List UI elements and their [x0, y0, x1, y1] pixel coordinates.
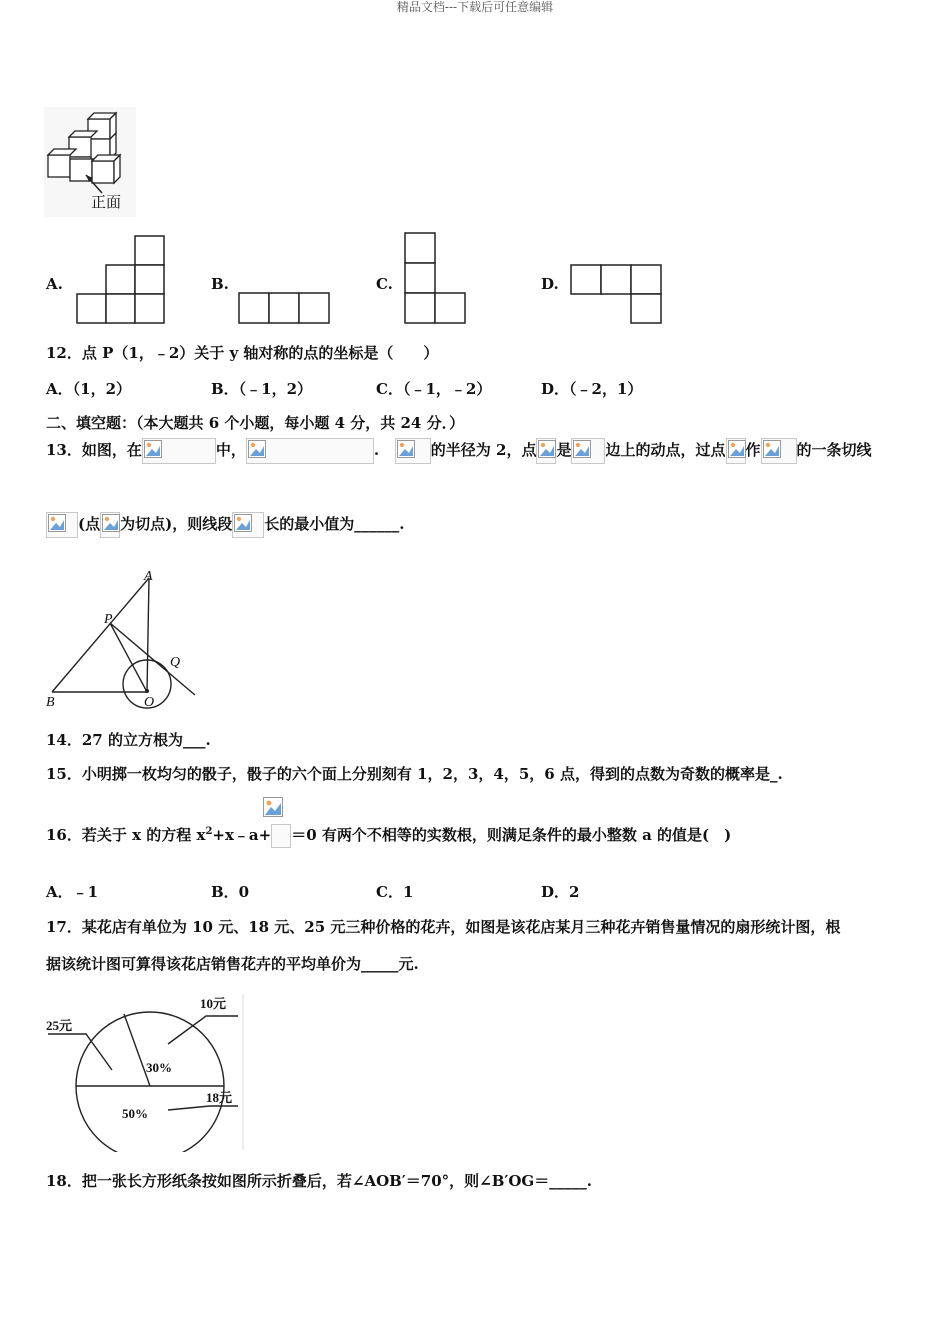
- q16-superscript: 2: [205, 826, 213, 837]
- q18-stem: 18．把一张长方形纸条按如图所示折叠后，若∠AOB′＝70°，则∠B′OG＝_____.: [46, 1172, 592, 1190]
- broken-image-icon: [726, 438, 746, 464]
- q13-text-7: 作: [745, 441, 761, 459]
- section-title: 二、填空题：（本大题共 6 个小题，每小题 4 分，共 24 分．）: [46, 414, 465, 432]
- broken-image-icon: [100, 512, 120, 538]
- broken-image-icon: [395, 438, 431, 464]
- q16-option-c: C．1: [376, 883, 414, 901]
- broken-image-box: [271, 824, 291, 848]
- q11-option-a-label: A.: [46, 275, 63, 293]
- q13-text-8: 的一条切线: [796, 441, 872, 459]
- q16-option-d: D．2: [541, 883, 580, 901]
- q13-text-4: 的半径为 2，点: [430, 441, 537, 459]
- fig-label-b: B: [46, 695, 55, 710]
- q17-line2: 据该统计图可算得该花店销售花卉的平均单价为_____元.: [46, 955, 419, 973]
- q13-text-10: 为切点)，则线段: [120, 515, 233, 533]
- q12-option-b: B．（﹣1，2）: [211, 380, 313, 398]
- q12-stem: 12．点 P（1，﹣2）关于 y 轴对称的点的坐标是（ ）: [46, 344, 439, 362]
- q13-text-5: 是: [556, 441, 572, 459]
- q13-triangle-figure: [40, 568, 210, 714]
- pie-pct-30: 30%: [146, 1060, 172, 1075]
- q13-line1: [46, 438, 872, 464]
- fig-label-a: A: [144, 569, 153, 584]
- q11-option-b-label: B.: [211, 275, 229, 293]
- q13-text-1: 13．如图，在: [46, 441, 142, 459]
- q14-stem: 14．27 的立方根为___.: [46, 731, 211, 749]
- q11-option-b-figure: [237, 291, 331, 329]
- q12-option-d: D．（﹣2，1）: [541, 380, 643, 398]
- q17-line1: 17．某花店有单位为 10 元、18 元、25 元三种价格的花卉，如图是该花店某月三种花卉销售量情况的扇形统计图，根: [46, 918, 841, 936]
- broken-image-icon: [46, 512, 78, 538]
- q13-line2: [46, 512, 404, 538]
- q11-option-d-figure: [568, 263, 664, 331]
- pie-pct-50: 50%: [122, 1106, 148, 1121]
- q13-text-3: .: [373, 441, 380, 459]
- cube-stack-figure: [44, 107, 136, 217]
- q11-option-d-label: D.: [541, 275, 559, 293]
- q13-text-6: 边上的动点，过点: [605, 441, 726, 459]
- q12-option-c: C．（﹣1，﹣2）: [376, 380, 492, 398]
- fig-label-p: P: [104, 612, 113, 627]
- front-label: 正面: [91, 193, 122, 211]
- broken-image-icon: [246, 438, 374, 464]
- q13-text-11: 长的最小值为______.: [264, 515, 405, 533]
- fig-label-q: Q: [170, 655, 181, 670]
- broken-image-icon: [761, 438, 797, 464]
- q13-text-9: (点: [78, 515, 101, 533]
- q16-text-2: +x﹣a+: [212, 826, 272, 844]
- q13-text-2: 中，: [215, 441, 246, 459]
- q16-option-a: A．﹣1: [46, 883, 99, 901]
- fig-label-o: O: [144, 695, 155, 710]
- q16-option-b: B．0: [211, 883, 250, 901]
- q11-option-c-label: C.: [376, 275, 393, 293]
- q16-stem: [46, 822, 731, 848]
- broken-image-icon: [262, 796, 284, 818]
- q16-text-3: ＝0 有两个不相等的实数根，则满足条件的最小整数 a 的值是( ): [291, 826, 732, 844]
- q11-option-a-figure: [73, 234, 167, 330]
- pie-label-18: 18元: [206, 1090, 233, 1105]
- broken-image-icon: [571, 438, 605, 464]
- broken-image-icon: [142, 438, 216, 464]
- pie-chart-figure: [40, 990, 246, 1156]
- q15-stem: 15．小明掷一枚均匀的骰子，骰子的六个面上分别刻有 1，2，3，4，5，6 点，得到的点数为奇数的概率是_.: [46, 765, 783, 783]
- pie-label-10: 10元: [200, 996, 227, 1011]
- pie-label-25: 25元: [46, 1018, 73, 1033]
- broken-image-icon: [536, 438, 556, 464]
- q11-option-c-figure: [402, 231, 468, 329]
- q16-text-1: 16．若关于 x 的方程 x: [46, 826, 206, 844]
- q12-option-a: A．（1，2）: [46, 380, 132, 398]
- page-header: 精品文档---下载后可任意编辑: [396, 0, 554, 14]
- broken-image-icon: [232, 512, 264, 538]
